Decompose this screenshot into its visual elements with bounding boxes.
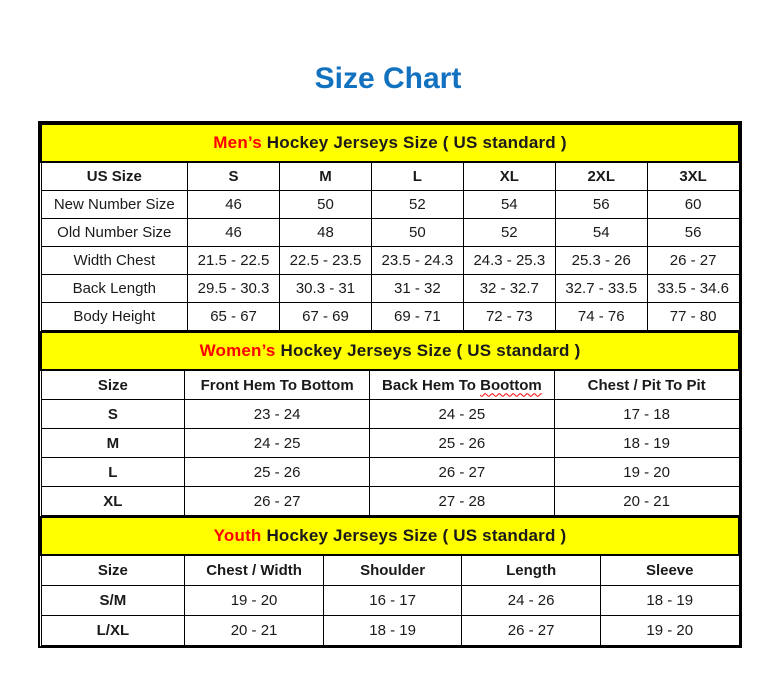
table-row [41, 616, 739, 646]
value-cell: 30.3 - 31 [280, 275, 372, 303]
column-header-label: M [319, 168, 332, 185]
misspelled-word: Boottom [480, 376, 542, 394]
value-cell: 22.5 - 23.5 [280, 247, 372, 275]
section-title-text: Hockey Jerseys Size ( US standard ) [261, 526, 567, 545]
value-cell: 54 [555, 219, 647, 247]
table-row [41, 400, 739, 429]
value-cell: 17 - 18 [554, 400, 739, 429]
value-cell: 48 [280, 219, 372, 247]
section-title-youth [41, 517, 739, 555]
table-row [41, 429, 739, 458]
value-cell: 65 - 67 [188, 303, 280, 331]
value-cell: 19 - 20 [600, 616, 739, 646]
section-title-text: Hockey Jerseys Size ( US standard ) [261, 133, 567, 152]
row-label: L [41, 458, 185, 487]
value-cell: 52 [371, 191, 463, 219]
value-cell: 46 [188, 219, 280, 247]
row-label: Back Length [41, 275, 188, 303]
column-header-label: Back Hem To [382, 376, 481, 394]
value-cell: 24 - 26 [462, 586, 601, 616]
column-header [41, 555, 185, 586]
column-header [554, 370, 739, 400]
section-title-text: Hockey Jerseys Size ( US standard ) [275, 341, 581, 360]
value-cell: 26 - 27 [370, 458, 555, 487]
value-cell: 19 - 20 [554, 458, 739, 487]
value-cell: 19 - 20 [185, 586, 324, 616]
value-cell: 32.7 - 33.5 [555, 275, 647, 303]
row-label: S [41, 400, 185, 429]
value-cell: 50 [280, 191, 372, 219]
value-cell: 74 - 76 [555, 303, 647, 331]
column-header [463, 162, 555, 191]
column-header-label: XL [499, 168, 519, 185]
table-row [41, 247, 739, 275]
value-cell: 77 - 80 [647, 303, 739, 331]
value-cell: 31 - 32 [371, 275, 463, 303]
page-title: Size Chart [314, 62, 462, 95]
value-cell: 26 - 27 [647, 247, 739, 275]
value-cell: 25 - 26 [185, 458, 370, 487]
value-cell: 67 - 69 [280, 303, 372, 331]
value-cell: 60 [647, 191, 739, 219]
column-header [185, 370, 370, 400]
row-label: XL [41, 487, 185, 516]
table-row [41, 303, 739, 331]
row-label: Old Number Size [41, 219, 188, 247]
value-cell: 23 - 24 [185, 400, 370, 429]
value-cell: 16 - 17 [323, 586, 462, 616]
value-cell: 56 [555, 191, 647, 219]
column-header-label: Front Hem To Bottom [200, 376, 354, 394]
value-cell: 69 - 71 [371, 303, 463, 331]
value-cell: 26 - 27 [185, 487, 370, 516]
column-header-label: 3XL [679, 168, 707, 185]
column-header-label: 2XL [587, 168, 615, 185]
value-cell: 50 [371, 219, 463, 247]
column-header [370, 370, 555, 400]
section-womens-table [40, 331, 740, 516]
column-header-label: Size [97, 562, 128, 579]
column-header [462, 555, 601, 586]
value-cell: 46 [188, 191, 280, 219]
value-cell: 18 - 19 [323, 616, 462, 646]
row-label: S/M [41, 586, 185, 616]
value-cell: 29.5 - 30.3 [188, 275, 280, 303]
value-cell: 20 - 21 [554, 487, 739, 516]
section-youth-table [40, 516, 740, 646]
table-row [41, 458, 739, 487]
row-label: New Number Size [41, 191, 188, 219]
table-row [41, 191, 739, 219]
section-title-highlight: Men’s [213, 133, 262, 152]
value-cell: 20 - 21 [185, 616, 324, 646]
section-title-mens [41, 124, 739, 162]
value-cell: 25.3 - 26 [555, 247, 647, 275]
column-header [41, 162, 188, 191]
column-header-label: US Size [86, 168, 142, 185]
table-row [41, 586, 739, 616]
column-header [323, 555, 462, 586]
value-cell: 52 [463, 219, 555, 247]
value-cell: 27 - 28 [370, 487, 555, 516]
column-header-label: Length [506, 562, 557, 579]
value-cell: 56 [647, 219, 739, 247]
value-cell: 23.5 - 24.3 [371, 247, 463, 275]
value-cell: 72 - 73 [463, 303, 555, 331]
section-title-womens [41, 332, 739, 370]
value-cell: 24.3 - 25.3 [463, 247, 555, 275]
value-cell: 18 - 19 [600, 586, 739, 616]
section-mens-table [40, 123, 740, 331]
section-title-highlight: Youth [213, 526, 262, 545]
column-header [647, 162, 739, 191]
row-label: Body Height [41, 303, 188, 331]
value-cell: 24 - 25 [370, 400, 555, 429]
column-header-label: L [412, 168, 422, 185]
section-title-highlight: Women’s [199, 341, 276, 360]
column-header-label: Size [97, 376, 128, 394]
column-header-label: Sleeve [645, 562, 694, 579]
column-header-label: S [228, 168, 239, 185]
column-header [371, 162, 463, 191]
column-header [280, 162, 372, 191]
value-cell: 54 [463, 191, 555, 219]
value-cell: 21.5 - 22.5 [188, 247, 280, 275]
value-cell: 26 - 27 [462, 616, 601, 646]
column-header [555, 162, 647, 191]
value-cell: 32 - 32.7 [463, 275, 555, 303]
column-header [188, 162, 280, 191]
table-row [41, 487, 739, 516]
size-chart-tables [38, 121, 742, 648]
table-row [41, 219, 739, 247]
value-cell: 33.5 - 34.6 [647, 275, 739, 303]
row-label: L/XL [41, 616, 185, 646]
row-label: Width Chest [41, 247, 188, 275]
table-row [41, 275, 739, 303]
column-header [185, 555, 324, 586]
value-cell: 18 - 19 [554, 429, 739, 458]
value-cell: 25 - 26 [370, 429, 555, 458]
column-header-label: Chest / Pit To Pit [587, 376, 706, 394]
column-header [600, 555, 739, 586]
column-header [41, 370, 185, 400]
column-header-label: Chest / Width [206, 562, 302, 579]
value-cell: 24 - 25 [185, 429, 370, 458]
column-header-label: Shoulder [360, 562, 426, 579]
row-label: M [41, 429, 185, 458]
